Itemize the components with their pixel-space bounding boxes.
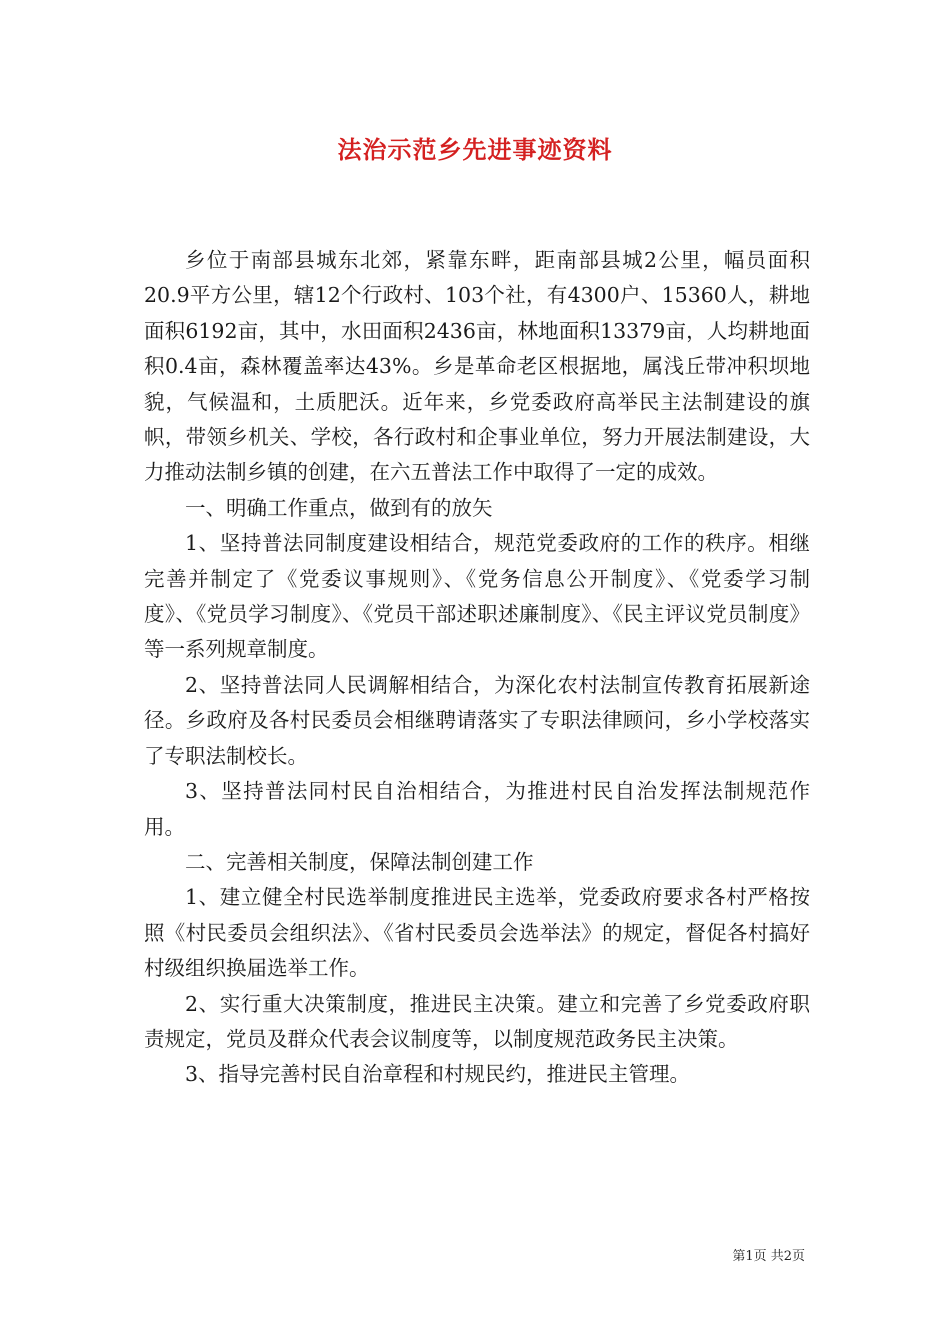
document-body — [144, 243, 810, 1093]
paragraph-2-3: 3、指导完善村民自治章程和村规民约，推进民主管理。 — [185, 1062, 691, 1087]
paragraph-intro: 乡位于南部县城东北郊，紧靠东畔，距南部县城2公里，幅员面积20.9平方公里，辖12个行政村、103个社，有4300户、15360人，耕地面积6192亩，其中，水田面积2436亩，林地面积13379亩，人均耕地面积0.4亩，森林覆盖率达43%。乡是革命老区根据地，属浅丘带冲积坝地貌，气候温和，土质肥沃。近年来，乡党委政府高举民主法制建设的旗帜，带领乡机关、学校，各行政村和企事业单位，努力开展法制建设，大力推动法制乡镇的创建，在六五普法工作中取得了一定的成效。 — [144, 248, 810, 485]
section-heading-2: 二、完善相关制度，保障法制创建工作 — [185, 849, 534, 874]
paragraph-1-3: 3、坚持普法同村民自治相结合，为推进村民自治发挥法制规范作用。 — [144, 779, 810, 839]
section-heading-1: 一、明确工作重点，做到有的放矢 — [185, 495, 493, 520]
paragraph-2-2: 2、实行重大决策制度，推进民主决策。建立和完善了乡党委政府职责规定，党员及群众代表会议制度等，以制度规范政务民主决策。 — [144, 991, 810, 1051]
page-number: 第1页 共2页 — [732, 1249, 805, 1264]
paragraph-1-1: 1、坚持普法同制度建设相结合，规范党委政府的工作的秩序。相继完善并制定了《党委议事规则》、《党务信息公开制度》、《党委学习制度》、《党员学习制度》、《党员干部述职述廉制度》、《民主评议党员制度》等一系列规章制度。 — [144, 531, 810, 662]
paragraph-2-1: 1、建立健全村民选举制度推进民主选举，党委政府要求各村严格按照《村民委员会组织法》、《省村民委员会选举法》的规定，督促各村搞好村级组织换届选举工作。 — [144, 885, 810, 981]
document-title: 法治示范乡先进事迹资料 — [337, 135, 613, 164]
paragraph-1-2: 2、坚持普法同人民调解相结合，为深化农村法制宣传教育拓展新途径。乡政府及各村民委员会相继聘请落实了专职法律顾问，乡小学校落实了专职法制校长。 — [144, 672, 810, 768]
